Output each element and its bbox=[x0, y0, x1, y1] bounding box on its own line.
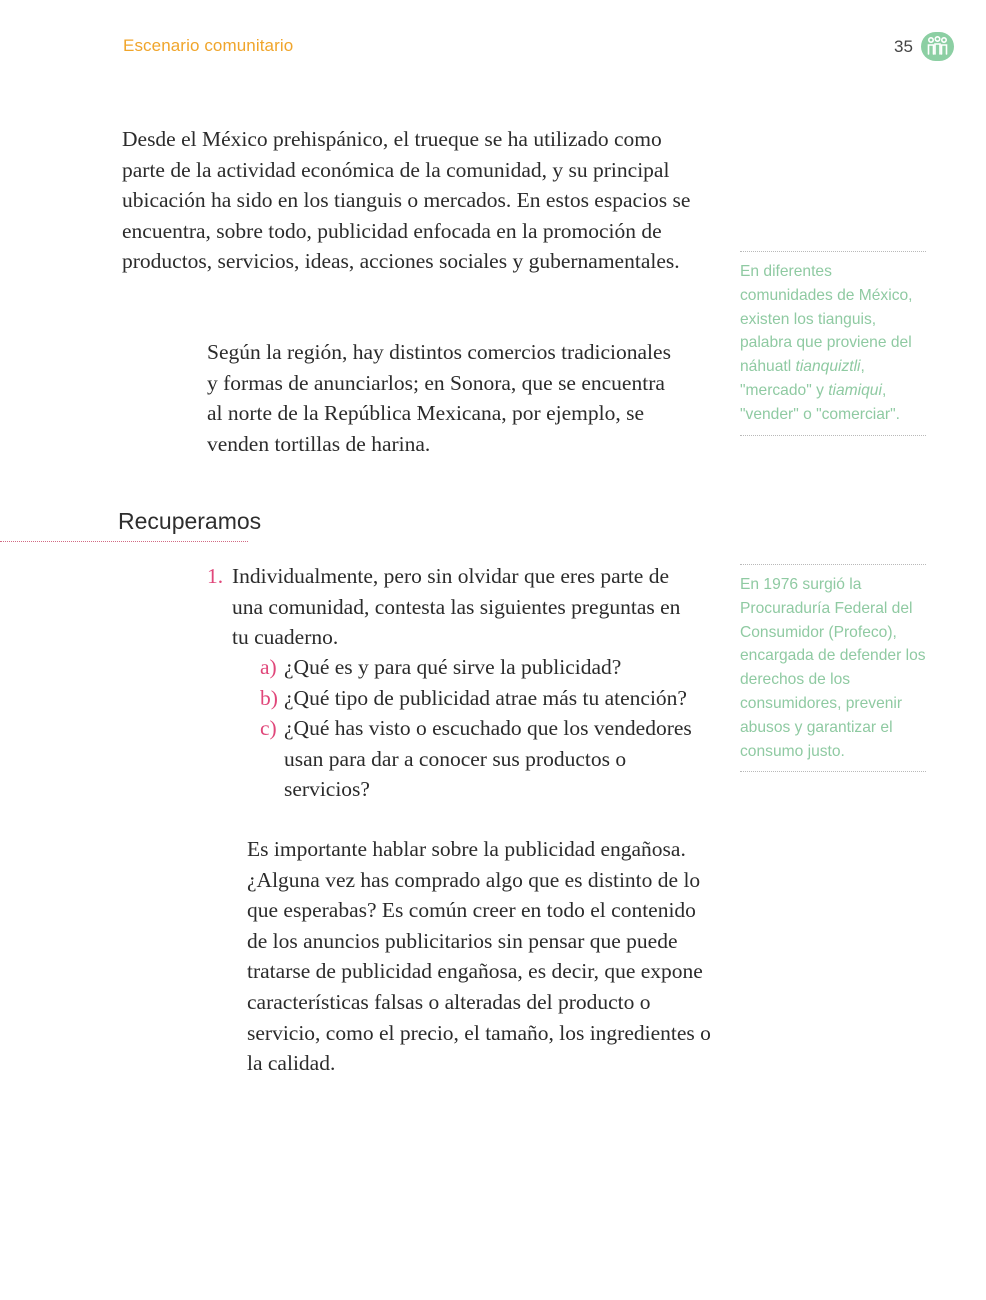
section-divider bbox=[0, 541, 248, 542]
sidebar-note-profeco: En 1976 surgió la Procuraduría Federal del Consumidor (Profeco), encargada de defender los derechos de los consumidores, prevenir abusos y garantizar el consumo justo. bbox=[740, 564, 926, 772]
note-term: tiamiqui bbox=[828, 381, 882, 399]
page-number: 35 bbox=[894, 37, 913, 56]
item-text: ¿Qué has visto o escuchado que los vendedores usan para dar a conocer sus productos o servicios? bbox=[284, 716, 692, 802]
section-heading: Recuperamos bbox=[118, 508, 262, 534]
item-text: ¿Qué tipo de publicidad atrae más tu atención? bbox=[284, 686, 687, 710]
item-letter: c) bbox=[260, 716, 277, 740]
item-letter: a) bbox=[260, 655, 277, 679]
sidebar-note-tianguis bbox=[740, 251, 926, 436]
item-text: ¿Qué es y para qué sirve la publicidad? bbox=[284, 655, 622, 679]
community-icon bbox=[921, 32, 954, 61]
activity-number: 1. bbox=[207, 564, 224, 588]
note-text: , "mercado" y bbox=[740, 358, 865, 399]
activity-prompt: Individualmente, pero sin olvidar que eres parte de una comunidad, contesta las siguientes preguntas en tu cuaderno. bbox=[232, 564, 681, 650]
note-text: , "vender" o "comerciar". bbox=[740, 381, 900, 423]
item-letter: b) bbox=[260, 686, 278, 710]
note-term: tianquiztli bbox=[795, 358, 861, 376]
note-text: En diferentes comunidades de México, existen los tianguis, palabra que proviene del náhuatl bbox=[740, 263, 913, 376]
region-paragraph: Según la región, hay distintos comercios tradicionales y formas de anunciarlos; en Sonora, que se encuentra al norte de la República Mexicana, por ejemplo, se venden tortillas de harina. bbox=[207, 340, 671, 456]
intro-paragraph: Desde el México prehispánico, el trueque se ha utilizado como parte de la actividad económica de la comunidad, y su principal ubicación ha sido en los tianguis o mercados. En estos espacios se encuentra, sobre todo, publicidad enfocada en la promoción de productos, servicios, ideas, acciones sociales y gubernamentales. bbox=[122, 127, 691, 274]
misleading-ads-paragraph: Es importante hablar sobre la publicidad engañosa. ¿Alguna vez has comprado algo que es distinto de lo que esperabas? Es común creer en todo el contenido de los anuncios publicitarios sin pensar que puede tratarse de publicidad engañosa, es decir, que expone características falsas o alteradas del producto o servicio, como el precio, el tamaño, los ingredientes o la calidad. bbox=[247, 837, 711, 1076]
section-title-header: Escenario comunitario bbox=[123, 36, 294, 55]
